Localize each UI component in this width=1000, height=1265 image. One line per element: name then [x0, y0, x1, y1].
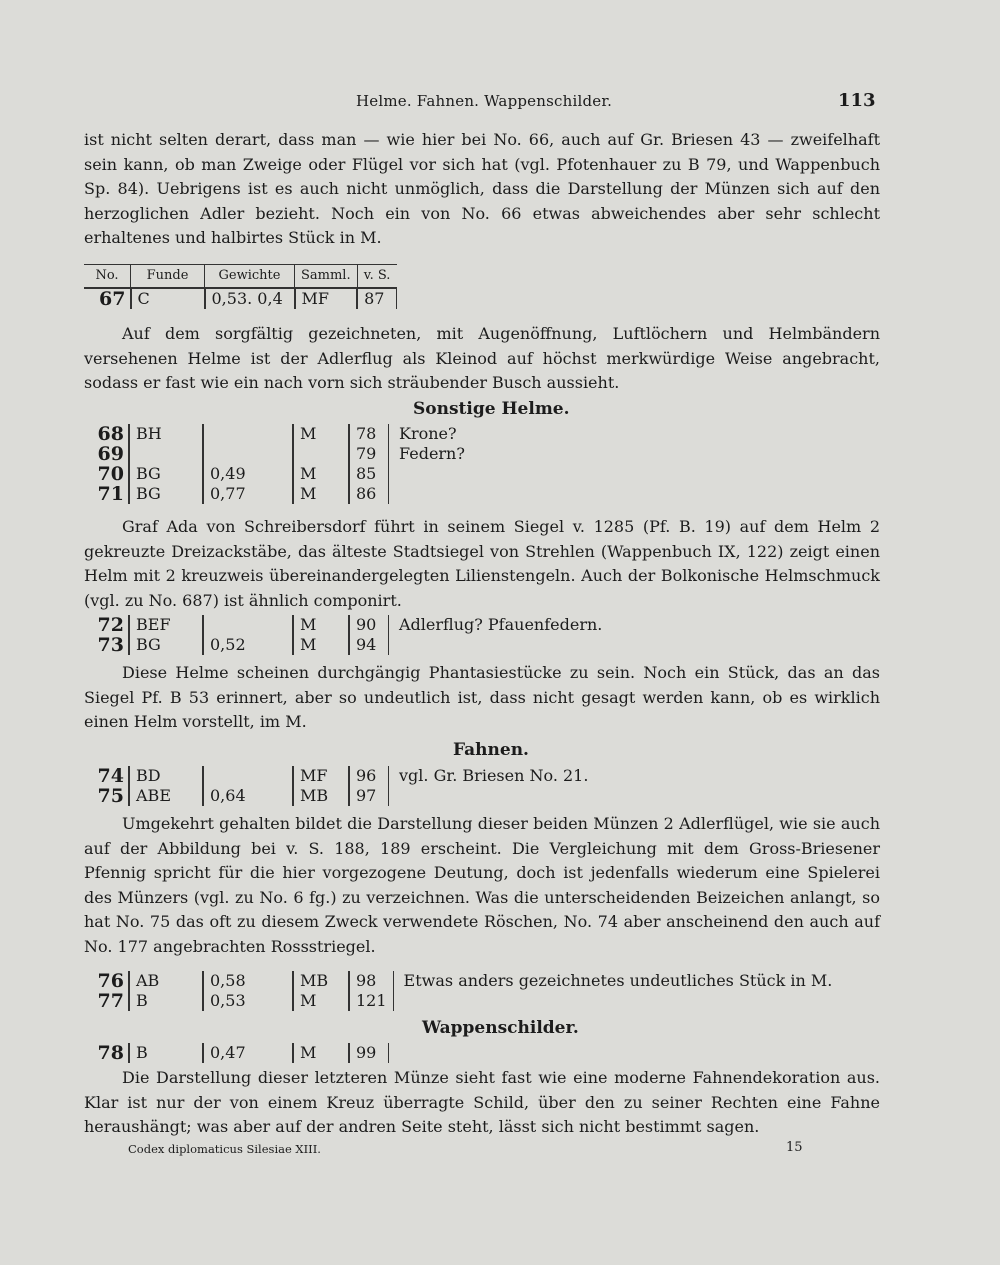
cell-gewichte: 0,47	[203, 1043, 293, 1063]
cell-gewichte: 0,64	[203, 786, 293, 806]
cell-vs: 79	[349, 444, 389, 464]
table-row	[84, 615, 608, 635]
cell-vs: 94	[349, 635, 389, 655]
table-row	[84, 484, 471, 504]
paragraph-4: Diese Helme scheinen durchgängig Phantasiestücke zu sein. Noch ein Stück, das an das Siegel Pf. B 53 erinnert, aber so undeutlich ist, dass nicht gesagt werden kann, ob es wirklich einen Helm vorstellt, im M.	[84, 663, 880, 732]
paragraph-6: Die Darstellung dieser letzteren Münze sieht fast wie eine moderne Fahnendekoration aus. Klar ist nur der von einem Kreuz überragte Schild, über den zu seiner Rechten eine Fahne heraushängt; was aber auf der andren Seite steht, lässt sich nicht bestimmt sagen.	[84, 1068, 880, 1137]
col-header-funde: Funde	[131, 265, 205, 289]
cell-remark	[389, 635, 609, 655]
cell-gewichte: 0,53	[203, 991, 293, 1011]
cell-funde: BEF	[129, 615, 203, 635]
cell-remark	[397, 288, 414, 309]
cell-funde: C	[131, 288, 205, 309]
table-row	[84, 288, 413, 309]
cell-vs: 96	[349, 766, 389, 786]
coin-table-68	[84, 424, 471, 504]
cell-samml	[293, 444, 349, 464]
cell-vs: 86	[349, 484, 389, 504]
cell-gewichte: 0,49	[203, 464, 293, 484]
cell-samml: M	[293, 424, 349, 444]
cell-samml: MF	[293, 766, 349, 786]
cell-funde: B	[129, 1043, 203, 1063]
paragraph-1: ist nicht selten derart, dass man — wie hier bei No. 66, auch auf Gr. Briesen 43 — zweifelhaft sein kann, ob man Zweige oder Flügel vor sich hat (vgl. Pfotenhauer zu B 79, und Wappenbuch Sp. 84). Uebrigens ist es auch nicht unmöglich, dass die Darstellung der Münzen sich auf den herzoglichen Adler bezieht. Noch ein von No. 66 etwas abweichendes aber sehr schlecht erhaltenes und halbirtes Stück in M.	[84, 130, 880, 248]
coin-table-67	[84, 264, 413, 309]
cell-vs: 121	[349, 991, 393, 1011]
page-number: 113	[838, 90, 876, 111]
table-row	[84, 444, 471, 464]
cell-remark: Federn?	[389, 444, 471, 464]
cell-funde	[129, 444, 203, 464]
coin-table-74	[84, 766, 594, 806]
cell-vs: 99	[349, 1043, 389, 1063]
cell-funde: AB	[129, 971, 203, 991]
cell-vs: 97	[349, 786, 389, 806]
cell-samml: M	[293, 615, 349, 635]
table-row	[84, 424, 471, 444]
table-body	[84, 615, 608, 655]
cell-gewichte: 0,52	[203, 635, 293, 655]
table-body	[84, 971, 838, 1011]
cell-gewichte	[203, 444, 293, 464]
col-header-vs: v. S.	[357, 265, 397, 289]
table-body	[84, 1043, 405, 1063]
footer-signature-mark: 15	[786, 1140, 803, 1155]
cell-funde: ABE	[129, 786, 203, 806]
cell-gewichte	[203, 615, 293, 635]
running-head: Helme. Fahnen. Wappenschilder.	[356, 92, 613, 110]
cell-no: 70	[97, 463, 124, 485]
cell-samml: M	[293, 484, 349, 504]
table-row	[84, 1043, 405, 1063]
cell-samml: M	[293, 991, 349, 1011]
cell-samml: MF	[295, 288, 358, 309]
table-row	[84, 786, 594, 806]
paragraph-2: Auf dem sorgfältig gezeichneten, mit Augenöffnung, Luftlöchern und Helmbändern versehenen Helme ist der Adlerflug als Kleinod auf höchst merkwürdige Weise angebracht, sodass er fast wie ein nach vorn sich sträubender Busch aussieht.	[84, 324, 880, 393]
cell-remark: Adlerflug? Pfauenfedern.	[389, 615, 609, 635]
table-row	[84, 635, 608, 655]
cell-funde: BG	[129, 464, 203, 484]
cell-remark: Etwas anders gezeichnetes undeutliches Stück in M.	[393, 971, 838, 991]
paragraph-5: Umgekehrt gehalten bildet die Darstellung dieser beiden Münzen 2 Adlerflügel, wie sie auch auf der Abbildung bei v. S. 188, 189 erscheint. Die Vergleichung mit dem Gross-Briesener Pfennig spricht für die hier vorgezogene Deutung, doch ist jedenfalls wiederum eine Spielerei des Münzers (vgl. zu No. 6 fg.) zu verzeichnen. Was die unterscheidenden Beizeichen anlangt, so hat No. 75 das oft zu diesem Zweck verwendete Röschen, No. 74 aber anscheinend den auch auf No. 177 angebrachten Rossstriegel.	[84, 814, 880, 956]
cell-gewichte	[203, 424, 293, 444]
table-row	[84, 991, 838, 1011]
cell-funde: BG	[129, 484, 203, 504]
cell-no: 67	[99, 288, 126, 310]
cell-no: 71	[97, 483, 124, 505]
cell-funde: BH	[129, 424, 203, 444]
cell-funde: BD	[129, 766, 203, 786]
cell-gewichte: 0,58	[203, 971, 293, 991]
col-header-gewichte: Gewichte	[205, 265, 295, 289]
coin-table-76	[84, 971, 838, 1011]
cell-no: 74	[97, 765, 124, 787]
cell-vs: 85	[349, 464, 389, 484]
heading-wappenschilder: Wappenschilder.	[422, 1018, 579, 1038]
cell-remark	[389, 1043, 406, 1063]
cell-vs: 90	[349, 615, 389, 635]
cell-no: 75	[97, 785, 124, 807]
table-row	[84, 766, 594, 786]
cell-samml: MB	[293, 786, 349, 806]
cell-no: 78	[97, 1042, 124, 1064]
coin-table-72	[84, 615, 608, 655]
heading-fahnen: Fahnen.	[453, 740, 529, 760]
paragraph-3: Graf Ada von Schreibersdorf führt in seinem Siegel v. 1285 (Pf. B. 19) auf dem Helm 2 gekreuzte Dreizackstäbe, das älteste Stadtsiegel von Strehlen (Wappenbuch IX, 122) zeigt einen Helm mit 2 kreuzweis übereinandergelegten Lilienstengeln. Auch der Bolkonische Helmschmuck (vgl. zu No. 687) ist ähnlich componirt.	[84, 517, 880, 610]
cell-samml: M	[293, 464, 349, 484]
table-header-row	[84, 265, 413, 289]
cell-gewichte: 0,77	[203, 484, 293, 504]
coin-table-78	[84, 1043, 405, 1063]
cell-no: 69	[97, 443, 124, 465]
cell-no: 73	[97, 634, 124, 656]
cell-samml: M	[293, 1043, 349, 1063]
table-row	[84, 464, 471, 484]
cell-funde: BG	[129, 635, 203, 655]
cell-remark: Krone?	[389, 424, 471, 444]
col-header-samml: Samml.	[295, 265, 358, 289]
table-body	[84, 424, 471, 504]
cell-no: 72	[97, 614, 124, 636]
cell-funde: B	[129, 991, 203, 1011]
cell-vs: 78	[349, 424, 389, 444]
cell-no: 68	[97, 423, 124, 445]
cell-no: 77	[97, 990, 124, 1012]
table-body	[84, 766, 594, 806]
heading-sonstige-helme: Sonstige Helme.	[413, 399, 570, 419]
cell-no: 76	[97, 970, 124, 992]
cell-remark	[389, 464, 471, 484]
footer-series-title: Codex diplomaticus Silesiae XIII.	[128, 1142, 321, 1156]
cell-gewichte	[203, 766, 293, 786]
cell-samml: MB	[293, 971, 349, 991]
cell-vs: 98	[349, 971, 393, 991]
col-header-no: No.	[84, 265, 131, 289]
table-body	[84, 288, 413, 309]
cell-vs: 87	[357, 288, 397, 309]
table-row	[84, 971, 838, 991]
cell-samml: M	[293, 635, 349, 655]
cell-gewichte: 0,53. 0,4	[205, 288, 295, 309]
cell-remark	[393, 991, 838, 1011]
cell-remark: vgl. Gr. Briesen No. 21.	[389, 766, 595, 786]
cell-remark	[389, 786, 595, 806]
cell-remark	[389, 484, 471, 504]
